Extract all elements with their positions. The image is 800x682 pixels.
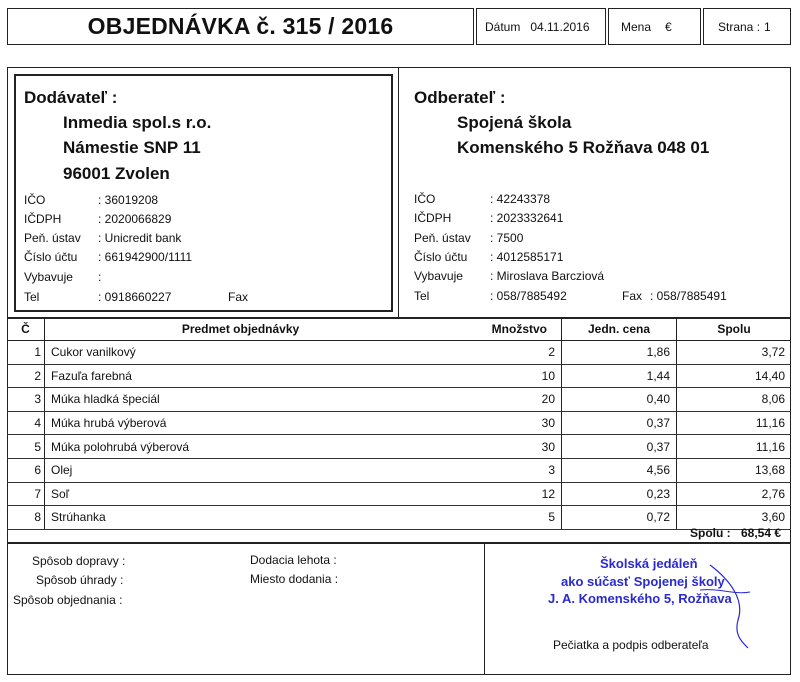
customer-account-value: : 4012585171	[490, 250, 564, 264]
row-item: Soľ	[45, 482, 437, 506]
table-row	[7, 364, 791, 388]
delivery-term-label: Dodacia lehota :	[250, 553, 337, 567]
customer-bank-label: Peň. ústav	[414, 231, 471, 245]
footer-divider	[484, 543, 485, 675]
supplier-handler-value: :	[98, 270, 102, 284]
row-item: Múka hrubá výberová	[45, 411, 437, 435]
order-method-label: Spôsob objednania :	[13, 593, 123, 607]
row-qty: 5	[436, 506, 562, 530]
customer-ico-value: : 42243378	[490, 192, 551, 206]
supplier-icdph-value: : 2020066829	[98, 212, 172, 226]
customer-icdph-value: : 2023332641	[490, 211, 564, 225]
stamp-line-1: Školská jedáleň	[600, 556, 698, 571]
supplier-tel-value: : 0918660227	[98, 290, 172, 304]
customer-address: Komenského 5 Rožňava 048 01	[457, 138, 710, 157]
customer-tel-label: Tel	[414, 289, 430, 303]
currency-label: Mena	[621, 19, 652, 34]
row-qty: 3	[436, 458, 562, 482]
table-row	[7, 341, 791, 365]
signature-label: Pečiatka a podpis odberateľa	[553, 638, 709, 652]
customer-ico-label: IČO	[414, 192, 436, 206]
supplier-handler-label: Vybavuje	[24, 270, 73, 284]
stamp-line-2: ako súčasť Spojenej školy	[561, 574, 725, 589]
signature-scribble	[690, 560, 760, 650]
delivery-place-label: Miesto dodania :	[250, 572, 339, 586]
row-total: 11,16	[677, 435, 792, 459]
page-value: 1	[764, 19, 771, 34]
supplier-tel-label: Tel	[24, 290, 40, 304]
customer-handler-value: : Miroslava Barcziová	[490, 269, 605, 283]
items-table	[7, 318, 791, 530]
row-price: 0,37	[562, 435, 677, 459]
row-total: 3,60	[677, 506, 792, 530]
currency-cell	[608, 8, 701, 45]
supplier-account-value: : 661942900/1111	[98, 250, 193, 264]
transport-label: Spôsob dopravy :	[32, 554, 126, 568]
supplier-fax-label: Fax	[228, 290, 249, 304]
supplier-heading: Dodávateľ :	[24, 88, 118, 107]
row-price: 0,37	[562, 411, 677, 435]
row-no: 2	[7, 364, 45, 388]
date-cell	[476, 8, 606, 45]
row-no: 4	[7, 411, 45, 435]
customer-name: Spojená škola	[457, 113, 572, 132]
supplier-bank-value: : Unicredit bank	[98, 231, 182, 245]
supplier-ico-value: : 36019208	[98, 193, 159, 207]
supplier-icdph-label: IČDPH	[24, 212, 62, 226]
date-label: Dátum	[485, 19, 521, 34]
row-price: 1,44	[562, 364, 677, 388]
col-price-header: Jedn. cena	[562, 318, 677, 341]
row-no: 1	[7, 341, 45, 365]
row-no: 7	[7, 482, 45, 506]
supplier-ico-label: IČO	[24, 193, 46, 207]
row-item: Fazuľa farebná	[45, 364, 437, 388]
parties-divider	[398, 67, 399, 318]
payment-label: Spôsob úhrady :	[36, 573, 124, 587]
row-price: 1,86	[562, 341, 677, 365]
order-title: OBJEDNÁVKA č. 315 / 2016	[7, 8, 474, 45]
row-qty: 2	[436, 341, 562, 365]
row-no: 8	[7, 506, 45, 530]
table-row	[7, 411, 791, 435]
table-row	[7, 435, 791, 459]
customer-icdph-label: IČDPH	[414, 211, 452, 225]
row-no: 5	[7, 435, 45, 459]
row-total: 3,72	[677, 341, 792, 365]
customer-handler-label: Vybavuje	[414, 269, 463, 283]
currency-value: €	[665, 19, 672, 34]
date-value: 04.11.2016	[530, 19, 590, 34]
customer-bank-value: : 7500	[490, 231, 524, 245]
row-total: 13,68	[677, 458, 792, 482]
table-row	[7, 458, 791, 482]
table-row	[7, 506, 791, 530]
row-qty: 20	[436, 388, 562, 412]
row-no: 3	[7, 388, 45, 412]
supplier-name: Inmedia spol.s r.o.	[63, 113, 212, 132]
table-row	[7, 388, 791, 412]
row-qty: 10	[436, 364, 562, 388]
row-price: 4,56	[562, 458, 677, 482]
page-cell	[703, 8, 791, 45]
row-total: 8,06	[677, 388, 792, 412]
page-label: Strana :	[718, 19, 761, 34]
row-item: Strúhanka	[45, 506, 437, 530]
table-row	[7, 482, 791, 506]
row-total: 14,40	[677, 364, 792, 388]
row-item: Cukor vanilkový	[45, 341, 437, 365]
supplier-bank-label: Peň. ústav	[24, 231, 81, 245]
customer-tel-value: : 058/7885492	[490, 289, 567, 303]
col-total-header: Spolu	[677, 318, 792, 341]
row-qty: 12	[436, 482, 562, 506]
supplier-account-label: Číslo účtu	[24, 250, 78, 264]
row-no: 6	[7, 458, 45, 482]
row-qty: 30	[436, 435, 562, 459]
customer-heading: Odberateľ :	[414, 88, 506, 107]
customer-fax-value: : 058/7885491	[650, 289, 727, 303]
row-price: 0,40	[562, 388, 677, 412]
supplier-street: Námestie SNP 11	[63, 138, 201, 157]
col-no-header: Č	[7, 318, 45, 341]
row-item: Múka polohrubá výberová	[45, 435, 437, 459]
row-total: 2,76	[677, 482, 792, 506]
row-price: 0,23	[562, 482, 677, 506]
row-price: 0,72	[562, 506, 677, 530]
row-item: Olej	[45, 458, 437, 482]
row-qty: 30	[436, 411, 562, 435]
col-item-header: Predmet objednávky	[45, 318, 437, 341]
customer-account-label: Číslo účtu	[414, 250, 468, 264]
customer-fax-label: Fax	[622, 289, 643, 303]
row-item: Múka hladká špeciál	[45, 388, 437, 412]
sum-label: Spolu :	[690, 526, 731, 540]
col-qty-header: Množstvo	[436, 318, 562, 341]
items-header-row	[7, 318, 791, 341]
sum-value: 68,54 €	[741, 526, 782, 540]
row-total: 11,16	[677, 411, 792, 435]
stamp-line-3: J. A. Komenského 5, Rožňava	[548, 591, 732, 606]
supplier-city: 96001 Zvolen	[63, 164, 170, 183]
